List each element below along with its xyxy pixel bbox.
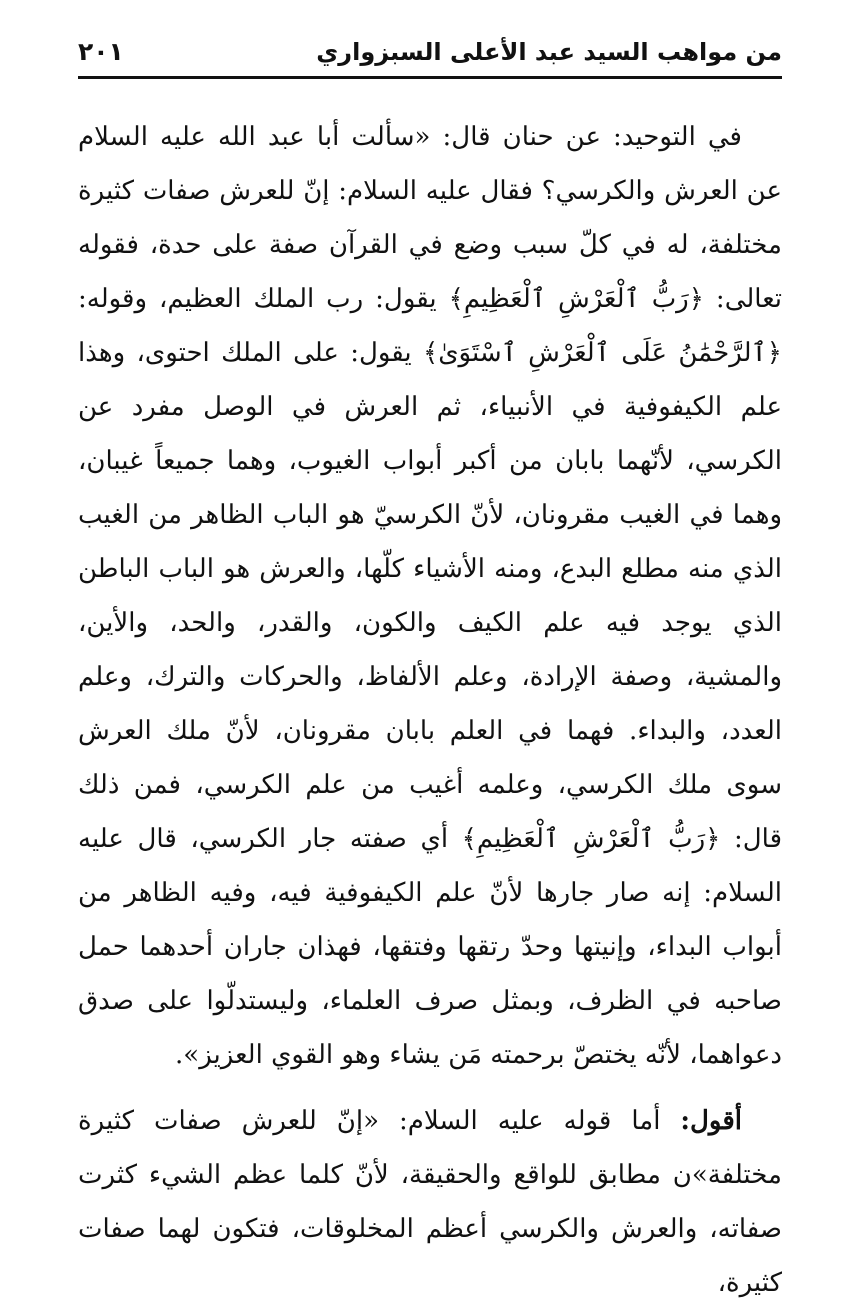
page-body — [78, 110, 782, 1310]
page-header — [78, 22, 782, 74]
commentary-text: أما قوله عليه السلام: «إنّ للعرش صفات كثيرة مختلفة»ن مطابق للواقع والحقيقة، لأنّ كلما عظم الشيء كثرت صفاته، والعرش والكرسي أعظم المخلوقات، فتكون لهما صفات كثيرة، — [78, 1106, 782, 1298]
running-head: من مواهب السيد عبد الأعلى السبزواري — [316, 38, 782, 66]
paragraph-hadith: في التوحيد: عن حنان قال: «سألت أبا عبد الله عليه السلام عن العرش والكرسي؟ فقال عليه السلام: إنّ للعرش صفات كثيرة مختلفة، له في كلّ سبب وضع في القرآن صفة على حدة، فقوله تعالى: ﴿رَبُّ ٱلْعَرْشِ ٱلْعَظِيمِ﴾ يقول: رب الملك العظيم، وقوله: ﴿ٱلرَّحْمَٰنُ عَلَى ٱلْعَرْشِ ٱسْتَوَىٰ﴾ يقول: على الملك احتوى، وهذا علم الكيفوفية في الأنبياء، ثم العرش في الوصل مفرد عن الكرسي، لأنّهما بابان من أكبر أبواب الغيوب، وهما جميعاً غيبان، وهما في الغيب مقرونان، لأنّ الكرسيّ هو الباب الظاهر من الغيب الذي منه مطلع البدع، ومنه الأشياء كلّها، والعرش هو الباب الباطن الذي يوجد فيه علم الكيف والكون، والقدر، والحد، والأين، والمشية، وصفة الإرادة، وعلم الألفاظ، والحركات والترك، وعلم العدد، والبداء. فهما في العلم بابان مقرونان، لأنّ ملك العرش سوى ملك الكرسي، وعلمه أغيب من علم الكرسي، فمن ذلك قال: ﴿رَبُّ ٱلْعَرْشِ ٱلْعَظِيمِ﴾ أي صفته جار الكرسي، قال عليه السلام: إنه صار جارها لأنّ علم الكيفوفية فيه، وفيه الظاهر من أبواب البداء، وإنيتها وحدّ رتقها وفتقها، فهذان جاران أحدهما حمل صاحبه في الظرف، وبمثل صرف العلماء، وليستدلّوا على صدق دعواهما، لأنّه يختصّ برحمته مَن يشاء وهو القوي العزيز». — [78, 122, 782, 1070]
header-rule — [78, 76, 782, 79]
commentary-lead: أقول: — [680, 1106, 742, 1136]
page-number: ٢٠١ — [78, 37, 124, 66]
paragraph-commentary — [78, 1094, 782, 1310]
